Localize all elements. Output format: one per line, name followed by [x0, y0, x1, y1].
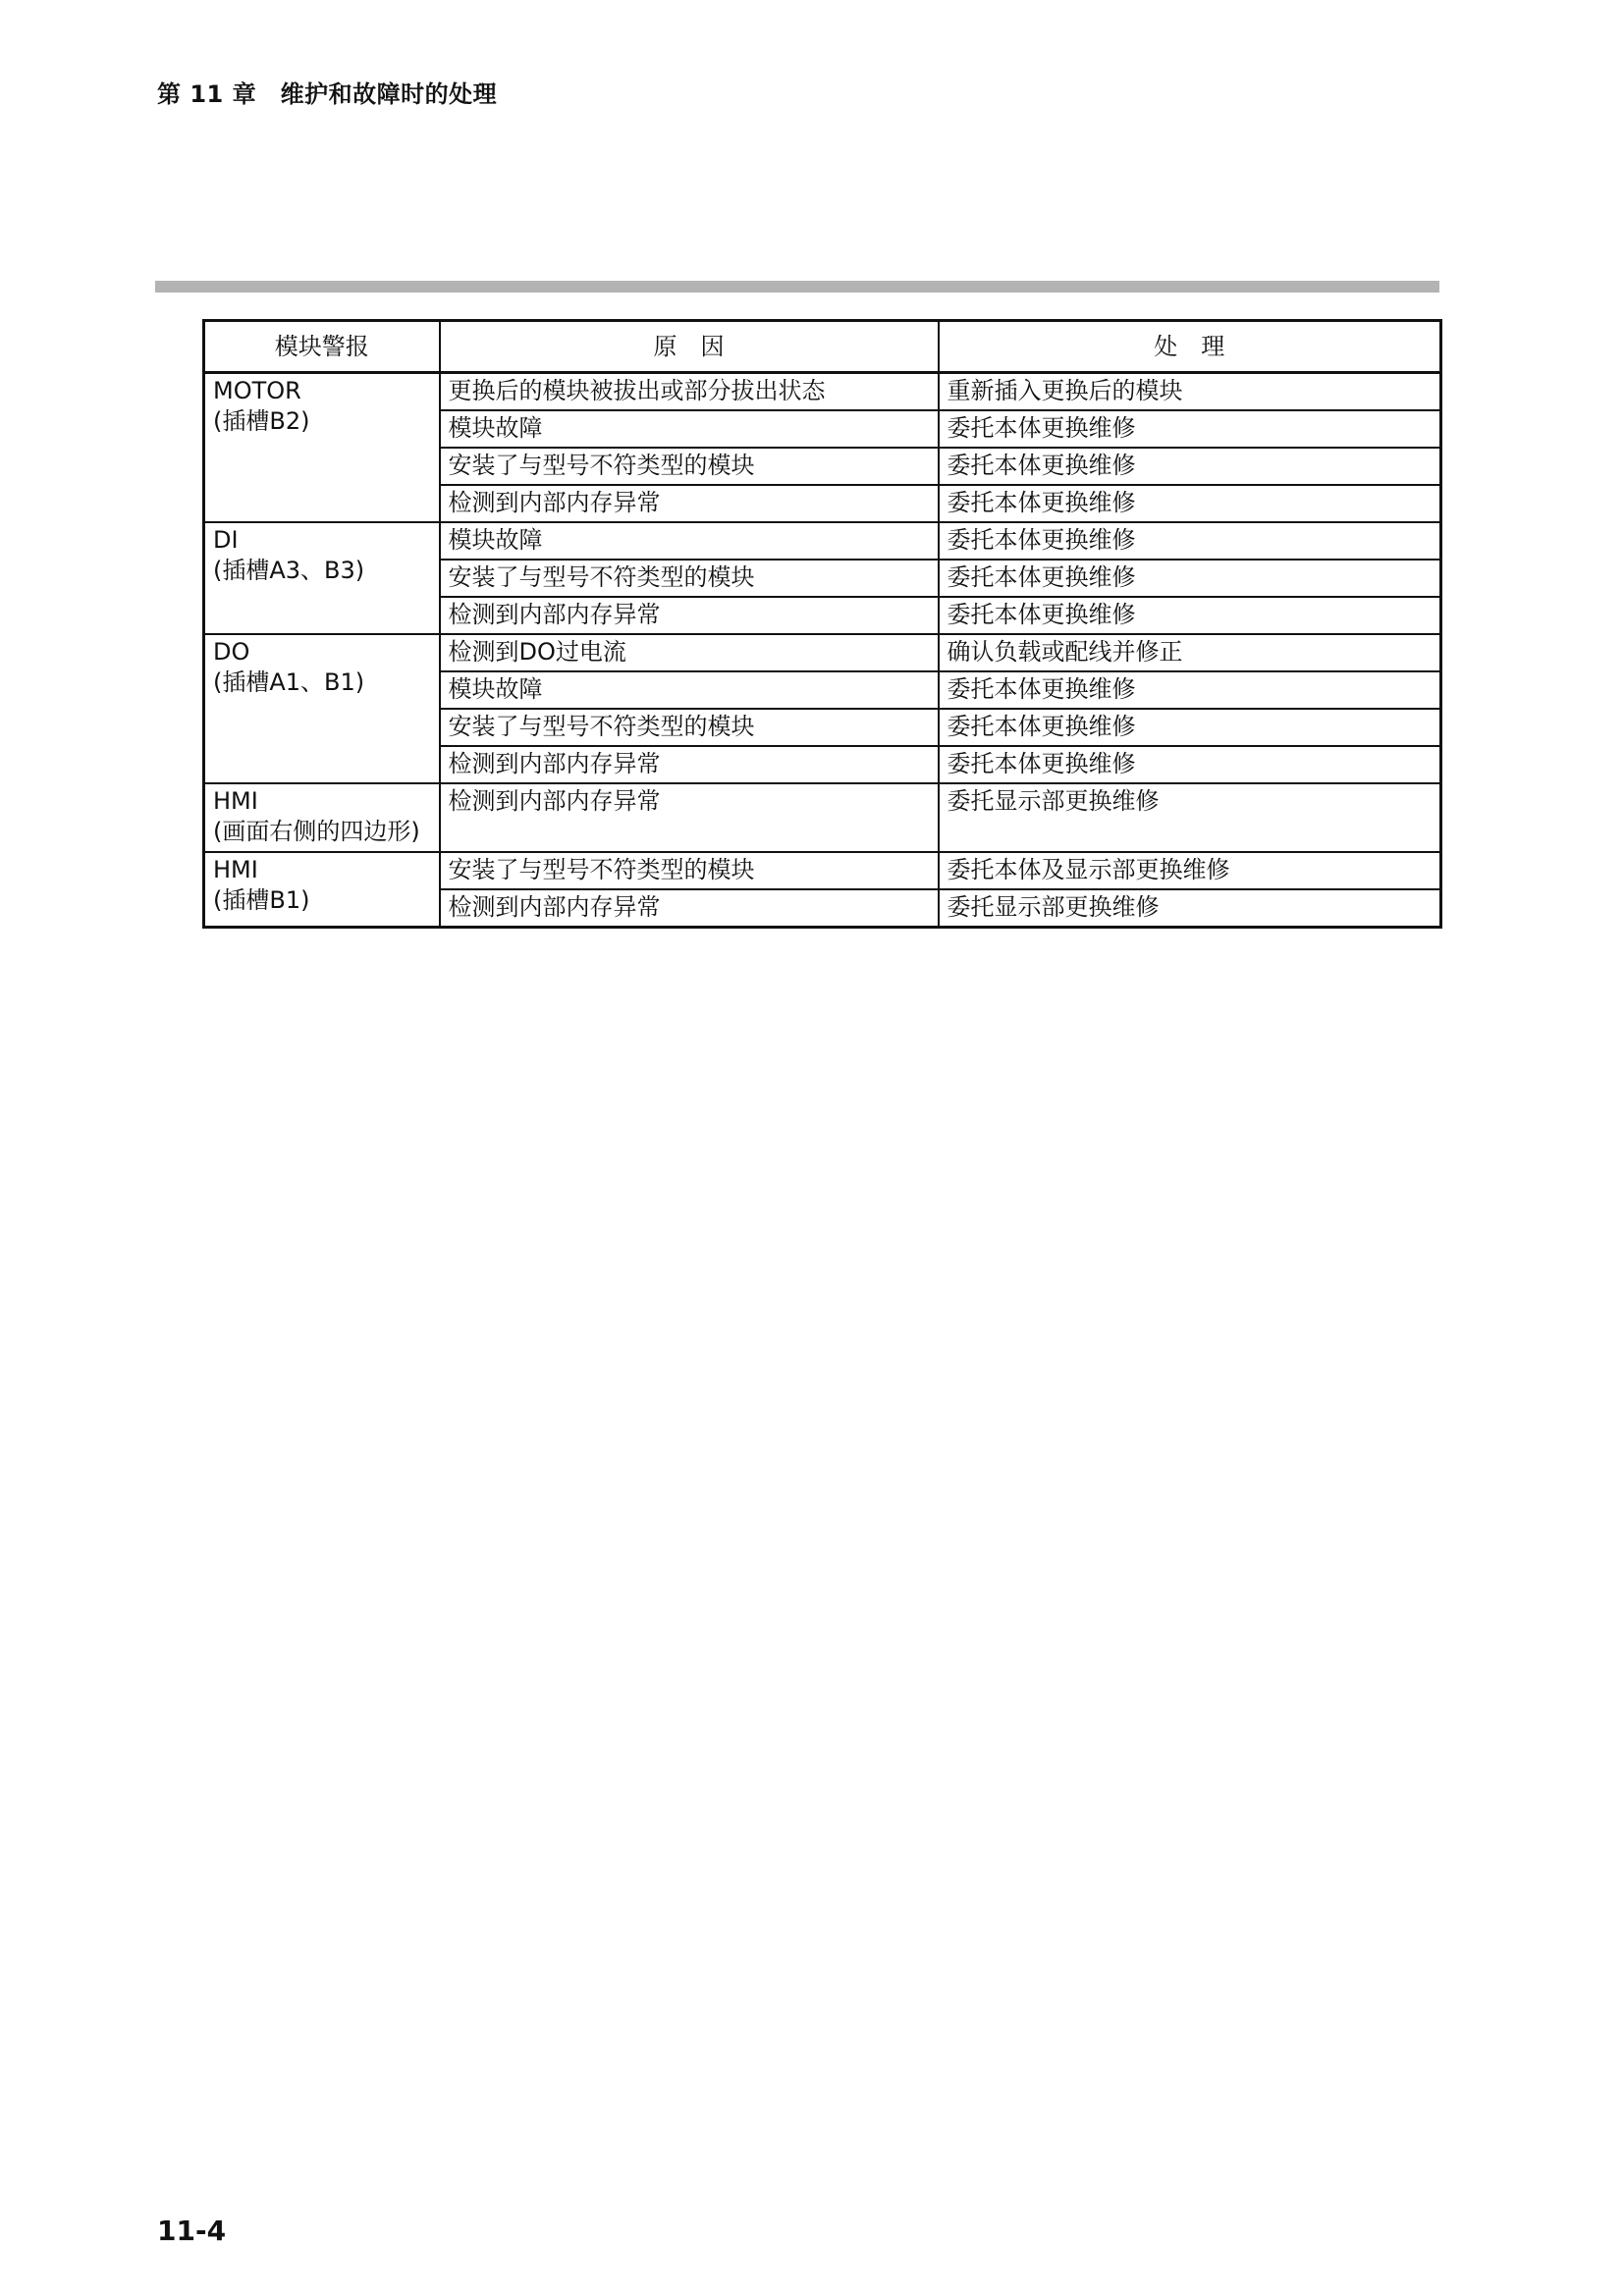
cause-cell: 检测到内部内存异常 — [440, 597, 939, 634]
cause-cell: 更换后的模块被拔出或部分拔出状态 — [440, 373, 939, 411]
cause-cell: 检测到内部内存异常 — [440, 889, 939, 928]
action-cell: 委托本体更换维修 — [939, 709, 1441, 746]
action-cell: 委托本体更换维修 — [939, 671, 1441, 709]
header-action: 处 理 — [939, 321, 1441, 373]
table-row — [204, 373, 1441, 411]
cause-cell: 检测到DO过电流 — [440, 634, 939, 671]
module-cell — [204, 634, 440, 783]
action-cell: 委托本体更换维修 — [939, 597, 1441, 634]
cause-cell: 检测到内部内存异常 — [440, 746, 939, 783]
action-cell: 委托本体更换维修 — [939, 746, 1441, 783]
module-name: DI — [213, 526, 239, 554]
module-slot: (插槽A1、B1) — [213, 668, 365, 696]
cause-cell: 安装了与型号不符类型的模块 — [440, 852, 939, 889]
header-module-alarm: 模块警报 — [204, 321, 440, 373]
module-slot: (画面右侧的四边形) — [213, 818, 420, 845]
action-cell: 委托显示部更换维修 — [939, 783, 1441, 852]
action-cell: 委托本体更换维修 — [939, 448, 1441, 485]
cause-cell: 安装了与型号不符类型的模块 — [440, 560, 939, 597]
page-number: 11-4 — [157, 2215, 227, 2247]
module-name: MOTOR — [213, 377, 301, 404]
action-cell: 委托本体更换维修 — [939, 485, 1441, 522]
action-cell: 委托本体更换维修 — [939, 560, 1441, 597]
action-cell: 委托本体及显示部更换维修 — [939, 852, 1441, 889]
table-row — [204, 852, 1441, 889]
cause-cell: 检测到内部内存异常 — [440, 783, 939, 852]
module-slot: (插槽B2) — [213, 407, 310, 435]
module-name: HMI — [213, 787, 258, 815]
table-row — [204, 634, 1441, 671]
module-alarm-table — [202, 319, 1442, 929]
cause-cell: 安装了与型号不符类型的模块 — [440, 709, 939, 746]
table-row — [204, 522, 1441, 560]
action-cell: 重新插入更换后的模块 — [939, 373, 1441, 411]
cause-cell: 检测到内部内存异常 — [440, 485, 939, 522]
action-cell: 确认负载或配线并修正 — [939, 634, 1441, 671]
module-name: DO — [213, 638, 250, 666]
action-cell: 委托显示部更换维修 — [939, 889, 1441, 928]
chapter-title: 第 11 章 维护和故障时的处理 — [157, 80, 498, 108]
table-row — [204, 783, 1441, 852]
header-cause: 原 因 — [440, 321, 939, 373]
cause-cell: 模块故障 — [440, 671, 939, 709]
module-slot: (插槽A3、B3) — [213, 557, 365, 584]
module-cell — [204, 783, 440, 852]
action-cell: 委托本体更换维修 — [939, 522, 1441, 560]
action-cell: 委托本体更换维修 — [939, 410, 1441, 448]
cause-cell: 模块故障 — [440, 522, 939, 560]
cause-cell: 安装了与型号不符类型的模块 — [440, 448, 939, 485]
module-cell — [204, 522, 440, 634]
cause-cell: 模块故障 — [440, 410, 939, 448]
module-slot: (插槽B1) — [213, 886, 310, 914]
table-header-row — [204, 321, 1441, 373]
section-divider — [155, 281, 1439, 293]
module-cell — [204, 852, 440, 928]
module-name: HMI — [213, 856, 258, 883]
module-cell — [204, 373, 440, 523]
